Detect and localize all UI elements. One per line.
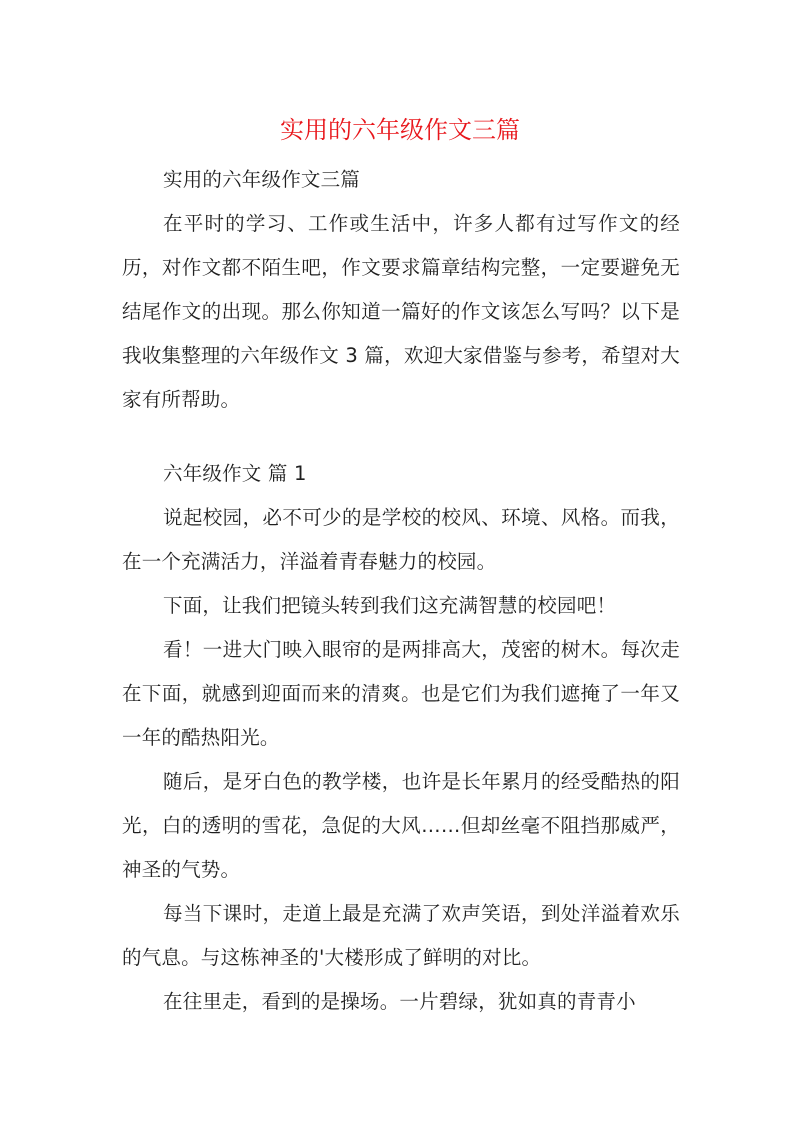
paragraph: 下面，让我们把镜头转到我们这充满智慧的校园吧！ — [163, 594, 617, 617]
paragraph: 随后，是牙白色的教学楼，也许是长年累月的经受酷热的阳光，白的透明的雪花，急促的大风……但却丝毫不阻挡那威严，神圣的气势。 — [122, 770, 680, 881]
paragraph: 说起校园，必不可少的是学校的校风、环境、风格。而我，在一个充满活力，洋溢着青春魅力的校园。 — [122, 506, 680, 573]
paragraph-intro: 在平时的学习、工作或生活中，许多人都有过写作文的经历，对作文都不陌生吧，作文要求篇章结构完整，一定要避免无结尾作文的出现。那么你知道一篇好的作文该怎么写吗？以下是我收集整理的六年级作文 3 篇，欢迎大家借鉴与参考，希望对大家有所帮助。 — [122, 212, 680, 411]
paragraph-subtitle: 实用的六年级作文三篇 — [163, 168, 361, 191]
paragraph: 每当下课时，走道上最是充满了欢声笑语，到处洋溢着欢乐的气息。与这栋神圣的'大楼形成了鲜明的对比。 — [122, 902, 680, 969]
section-heading: 六年级作文 篇 1 — [163, 462, 307, 485]
paragraph: 在往里走，看到的是操场。一片碧绿，犹如真的青青小 — [163, 990, 636, 1013]
document-title: 实用的六年级作文三篇 — [280, 116, 520, 144]
document-body — [122, 158, 680, 1024]
paragraph: 看！一进大门映入眼帘的是两排高大，茂密的树木。每次走在下面，就感到迎面而来的清爽。也是它们为我们遮掩了一年又一年的酷热阳光。 — [122, 638, 680, 749]
